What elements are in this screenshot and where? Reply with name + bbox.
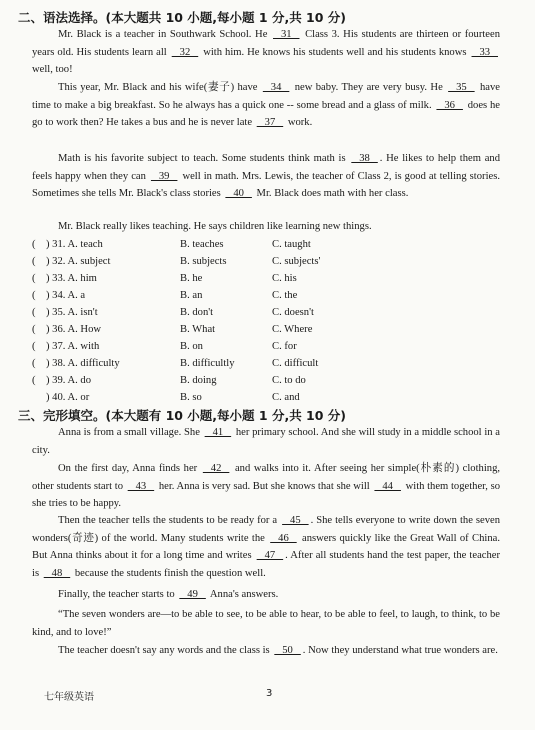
s3-paragraph-3: Then the teacher tells the students to be ready for a 45 . She tells everyone to write down the seven wonders(奇迹) of the world. Many students write the 46 answers quickly like the Great Wall of China. But Anna thinks about it for a long time and writes 47 . After all students hand the test paper, the teacher is 48 because the students finish the question well. — [32, 512, 500, 582]
option-row — [32, 338, 502, 355]
answer-blank[interactable]: 33 — [471, 46, 498, 58]
option-a: ) 36. A. How — [46, 324, 102, 335]
answer-blank[interactable]: 46 — [270, 532, 297, 544]
answer-blank[interactable]: 36 — [436, 99, 463, 111]
option-c: C. to do — [272, 375, 306, 386]
answer-bracket[interactable]: ( — [32, 307, 36, 318]
answer-blank[interactable]: 42 — [202, 463, 230, 474]
option-row — [32, 253, 502, 270]
answer-bracket[interactable]: ( — [32, 358, 36, 369]
s2-paragraph-1: Mr. Black is a teacher in Southwark School. He 31 Class 3. His students are thirteen or fourteen years old. His students learn all 32 with him. He knows his students well and his students knows 33 well, too! — [32, 26, 500, 79]
s3-paragraph-4: Finally, the teacher starts to 49 Anna's answers. — [32, 586, 500, 604]
option-row — [32, 389, 502, 406]
option-b: B. an — [180, 290, 203, 301]
answer-blank[interactable]: 32 — [171, 46, 199, 58]
answer-blank[interactable]: 50 — [274, 645, 301, 656]
footer-subject: 七年级英语 — [44, 692, 94, 703]
answer-blank[interactable]: 45 — [282, 515, 309, 526]
option-row — [32, 287, 502, 304]
option-c: C. doesn't — [272, 307, 314, 318]
answer-bracket[interactable]: ( — [32, 290, 36, 301]
option-a: ) 32. A. subject — [46, 256, 111, 267]
option-a: ) 35. A. isn't — [46, 307, 98, 318]
answer-bracket[interactable]: ( — [32, 239, 36, 250]
option-c: C. Where — [272, 324, 313, 335]
option-b: B. on — [180, 341, 203, 352]
answer-bracket[interactable]: ( — [32, 375, 36, 386]
answer-blank[interactable]: 34 — [262, 82, 290, 93]
answer-blank[interactable]: 44 — [374, 480, 401, 492]
answer-blank[interactable]: 37 — [256, 117, 284, 129]
s2-paragraph-2: This year, Mr. Black and his wife(妻子) have 34 new baby. They are very busy. He 35 have time to make a big breakfast. So he always has a quick one -- some bread and a glass of milk. 36 does he go to work then? He takes a bus and he is never late 37 work. — [32, 79, 500, 132]
option-c: C. taught — [272, 239, 311, 250]
section-3-heading: 三、完形填空。(本大题有 10 小题,每小题 1 分,共 10 分) — [18, 408, 347, 423]
option-a: ) 40. A. or — [46, 392, 90, 403]
s2-paragraph-3: Math is his favorite subject to teach. Some students think math is 38 . He likes to help them and feels happy when they can 39 well in math. Mrs. Lewis, the teacher of Class 2, is good at telling stories. Sometimes she tells Mr. Black's class stories 40 Mr. Black does math with her class. — [32, 150, 500, 203]
option-row — [32, 321, 502, 338]
s2-options-list — [32, 236, 502, 406]
option-b: B. What — [180, 324, 216, 335]
answer-blank[interactable]: 41 — [204, 427, 232, 438]
option-b: B. don't — [180, 307, 214, 318]
option-row — [32, 355, 502, 372]
option-b: B. so — [180, 392, 202, 403]
option-a: ) 31. A. teach — [46, 239, 103, 250]
s2-paragraph-4: Mr. Black really likes teaching. He says children like learning new things. — [58, 221, 372, 232]
option-c: C. the — [272, 290, 298, 301]
option-row — [32, 270, 502, 287]
s3-paragraph-1: Anna is from a small village. She 41 her primary school. And she will study in a middle school in a city. — [32, 424, 500, 459]
option-a: ) 34. A. a — [46, 290, 86, 301]
option-b: B. he — [180, 273, 203, 284]
option-c: C. subjects' — [272, 256, 321, 267]
option-b: B. subjects — [180, 256, 227, 267]
s3-paragraph-2: On the first day, Anna finds her 42 and walks into it. After seeing her simple(朴素的) clothing, other students start to 43 her. Anna is very sad. But she knows that she will 44 with them together, so she tries to be happy. — [32, 460, 500, 513]
answer-bracket[interactable]: ( — [32, 324, 36, 335]
option-b: B. doing — [180, 375, 217, 386]
answer-blank[interactable]: 49 — [179, 589, 206, 600]
option-row — [32, 304, 502, 321]
answer-blank[interactable]: 38 — [351, 153, 378, 164]
option-row — [32, 372, 502, 389]
answer-blank[interactable]: 43 — [127, 480, 155, 492]
option-b: B. teaches — [180, 239, 224, 250]
option-a: ) 37. A. with — [46, 341, 100, 352]
answer-blank[interactable]: 40 — [225, 188, 252, 200]
s3-paragraph-5: “The seven wonders are—to be able to see, to be able to hear, to be able to feel, to laugh, to think, to be kind, and to love!” — [32, 609, 500, 638]
section-2-heading: 二、语法选择。(本大题共 10 小题,每小题 1 分,共 10 分) — [18, 10, 347, 25]
option-a: ) 38. A. difficulty — [46, 358, 120, 369]
s3-paragraph-6: The teacher doesn't say any words and the class is 50 . Now they understand what true wonders are. — [32, 642, 500, 660]
option-a: ) 33. A. him — [46, 273, 97, 284]
answer-blank[interactable]: 35 — [448, 82, 475, 93]
answer-blank[interactable]: 31 — [273, 29, 300, 40]
answer-blank[interactable]: 47 — [256, 550, 284, 562]
option-c: C. for — [272, 341, 297, 352]
option-c: C. difficult — [272, 358, 319, 369]
option-c: C. and — [272, 392, 300, 403]
answer-bracket[interactable]: ( — [32, 273, 36, 284]
footer-page-number: 3 — [266, 688, 273, 699]
answer-blank[interactable]: 39 — [150, 170, 178, 182]
answer-bracket[interactable]: ( — [32, 341, 36, 352]
option-a: ) 39. A. do — [46, 375, 92, 386]
answer-blank[interactable]: 48 — [43, 567, 71, 579]
option-b: B. difficultly — [180, 358, 235, 369]
option-c: C. his — [272, 273, 297, 284]
option-row — [32, 236, 502, 253]
answer-bracket[interactable]: ( — [32, 256, 36, 267]
